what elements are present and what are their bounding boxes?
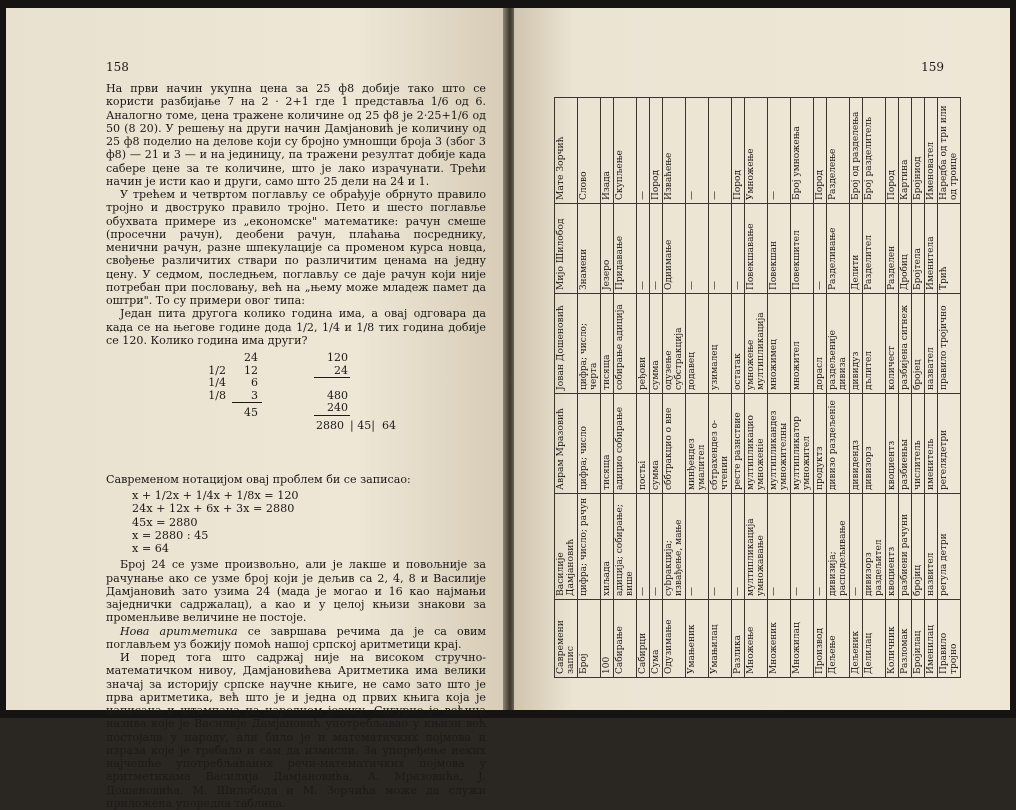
- table-cell: дорасл: [814, 294, 827, 394]
- table-cell: тисяща: [601, 294, 614, 394]
- calc-result: 2880: [316, 419, 344, 432]
- table-cell: —: [732, 494, 745, 600]
- table-row: [745, 98, 768, 678]
- table-row: [614, 98, 637, 678]
- table-cell: Разделен: [886, 204, 899, 294]
- table-cell: сумма: [650, 294, 663, 394]
- comparison-table-wrapper: [554, 98, 959, 678]
- table-cell: остатак: [732, 294, 745, 394]
- table-cell: Именитела: [925, 204, 938, 294]
- table-row: [601, 98, 614, 678]
- table-cell: Делити: [850, 204, 863, 294]
- calc-divisor: | 45|: [350, 419, 375, 432]
- equation: 45x = 2880: [132, 515, 198, 529]
- table-cell: сббтракцио о вне: [663, 394, 686, 494]
- table-cell: —: [650, 204, 663, 294]
- table-cell: регула детри: [938, 494, 961, 600]
- table-cell: дивидендз: [850, 394, 863, 494]
- table-cell: именитель: [925, 394, 938, 494]
- table-cell: —: [650, 494, 663, 600]
- comparison-table: [554, 97, 961, 678]
- table-cell: —: [709, 204, 732, 294]
- table-row: [791, 98, 814, 678]
- calc-sum: 45: [244, 406, 258, 419]
- table-cell: Множеник: [768, 600, 791, 678]
- calc-multiplication: 120 24 480 240: [327, 351, 348, 414]
- table-cell: Изваћење: [663, 98, 686, 204]
- table-row: [850, 98, 863, 678]
- table-cell: хиљада: [601, 494, 614, 600]
- right-page: [514, 8, 1010, 710]
- table-cell: Сабирци: [637, 600, 650, 678]
- table-row: [578, 98, 601, 678]
- table-row: [732, 98, 745, 678]
- table-cell: бројец: [912, 294, 925, 394]
- calc-rule-3: [314, 415, 350, 416]
- table-cell: —: [637, 204, 650, 294]
- table-cell: числитель: [912, 394, 925, 494]
- table-row: [863, 98, 886, 678]
- table-cell: Количник: [886, 600, 899, 678]
- left-page: [6, 8, 506, 810]
- table-header-cell: Савремени запис: [555, 600, 578, 678]
- table-cell: —: [768, 494, 791, 600]
- table-cell: Сума: [650, 600, 663, 678]
- table-cell: дивизорз раздељител: [863, 494, 886, 600]
- table-cell: Бројтела: [912, 204, 925, 294]
- table-cell: Производ: [814, 600, 827, 678]
- table-cell: Повекшан: [768, 204, 791, 294]
- table-cell: суbракција; извађење, мање: [663, 494, 686, 600]
- table-cell: —: [791, 494, 814, 600]
- left-page-text: [106, 82, 486, 810]
- calc-rule-2: [314, 377, 350, 378]
- table-cell: Дељење: [827, 600, 850, 678]
- calc-fractions: 1/2 1/4 1/8: [208, 363, 226, 402]
- table-cell: правило тројично: [938, 294, 961, 394]
- table-cell: —: [709, 98, 732, 204]
- comparison-table-rotated: [554, 98, 959, 678]
- table-cell: Скупљење: [614, 98, 637, 204]
- table-row: [938, 98, 961, 678]
- table-cell: Пород: [732, 98, 745, 204]
- problem-statement: Један пита другога колико година има, а овај одговара да када се на његове године дода 1/2, 1/4 и 1/8 тих година добије се 120. Колико година има други?: [106, 307, 486, 347]
- table-row: [886, 98, 899, 678]
- table-cell: минђендез умалител: [686, 394, 709, 494]
- table-cell: Повекшавање: [745, 204, 768, 294]
- table-body: [578, 98, 961, 678]
- table-cell: цифра; число: [578, 394, 601, 494]
- table-cell: цифра; число; черта: [578, 294, 601, 394]
- table-cell: дивизорз: [863, 394, 886, 494]
- table-cell: Умањеник: [686, 600, 709, 678]
- calc-quotient: 64: [382, 419, 396, 432]
- table-cell: Разделител: [863, 204, 886, 294]
- table-cell: Сабирање: [614, 600, 637, 678]
- table-cell: Слово: [578, 98, 601, 204]
- table-cell: квоциентз: [886, 494, 899, 600]
- table-cell: ресте разнствие: [732, 394, 745, 494]
- table-cell: мултипликатор умножител: [791, 394, 814, 494]
- table-cell: регелядетри: [938, 394, 961, 494]
- table-cell: сумма: [650, 394, 663, 494]
- table-cell: Картина: [899, 98, 912, 204]
- table-row: [925, 98, 938, 678]
- table-cell: продуктз: [814, 394, 827, 494]
- table-cell: адицио собирање: [614, 394, 637, 494]
- table-cell: множител: [791, 294, 814, 394]
- table-cell: Одузимање: [663, 600, 686, 678]
- table-cell: цифра; число; рачун: [578, 494, 601, 600]
- table-cell: Језеро: [601, 204, 614, 294]
- table-row: [709, 98, 732, 678]
- table-cell: —: [732, 204, 745, 294]
- equations: [132, 489, 486, 555]
- table-cell: множимец: [768, 294, 791, 394]
- table-cell: ређови: [637, 294, 650, 394]
- table-cell: Пород: [814, 98, 827, 204]
- table-cell: Разделење: [827, 98, 850, 204]
- table-row: [899, 98, 912, 678]
- table-header-cell: Мате Зорчић: [555, 98, 578, 204]
- table-cell: —: [686, 204, 709, 294]
- table-cell: Именилац: [925, 600, 938, 678]
- table-cell: —: [686, 494, 709, 600]
- table-cell: Делилац: [863, 600, 886, 678]
- table-cell: постьі: [637, 394, 650, 494]
- table-cell: Придавање: [614, 204, 637, 294]
- equation: x + 1/2x + 1/4x + 1/8x = 120: [132, 489, 299, 503]
- table-cell: Број од разделења: [850, 98, 863, 204]
- table-cell: Број: [578, 600, 601, 678]
- table-cell: Бројниод: [912, 98, 925, 204]
- table-row: [637, 98, 650, 678]
- table-cell: назвател: [925, 294, 938, 394]
- table-cell: Трић: [938, 204, 961, 294]
- table-cell: Множилац: [791, 600, 814, 678]
- table-cell: Правило тројно: [938, 600, 961, 678]
- book-title-italic: Нова аритметика: [120, 624, 238, 638]
- table-cell: Повекшител: [791, 204, 814, 294]
- page-number-right: 159: [921, 60, 944, 74]
- table-cell: Одиимање: [663, 204, 686, 294]
- table-cell: квоциентз: [886, 394, 899, 494]
- table-cell: умножење мултипликација: [745, 294, 768, 394]
- table-row: [686, 98, 709, 678]
- table-cell: Бројилац: [912, 600, 925, 678]
- table-cell: Дељеник: [850, 600, 863, 678]
- table-cell: сбтрахендез о-чтении: [709, 394, 732, 494]
- table-row: [827, 98, 850, 678]
- table-cell: Разломак: [899, 600, 912, 678]
- table-header-row: [555, 98, 578, 678]
- table-cell: Разделивање: [827, 204, 850, 294]
- table-cell: дивидуз: [850, 294, 863, 394]
- table-cell: бројиц: [912, 494, 925, 600]
- table-cell: количест: [886, 294, 899, 394]
- table-cell: —: [850, 494, 863, 600]
- paragraph-5: И поред тога што садржај није на високом стручно-математичком нивоу, Дамјановићева Аритметика има велики значај за историју српске научне књиге, не само зато што је прва аритметика, већ што је и једна од првих књига која је написана и штампана на народном језику. Сигурно је већина назива које је Василије Дамјановић употребљавао у књизи већ постојала у народу, али било је и математичких појмова и израза које је требало и сам да измисли. За упоређење неких најчешће употребљаваних речи-математичких појмова у аритметикама Василија Дамјановића, А. Мразовића, Ј. Дошеновића, М. Шилобода и М. Зорчића може да служи приложена упоредна таблица.: [106, 651, 486, 810]
- table-cell: Умањилац: [709, 600, 732, 678]
- table-cell: Разлика: [732, 600, 745, 678]
- table-cell: раздељеније дивиза: [827, 294, 850, 394]
- table-cell: Знамени: [578, 204, 601, 294]
- page-number-left: 158: [106, 60, 129, 74]
- table-row: [814, 98, 827, 678]
- paragraph-2: У трећем и четвртом поглављу се обрађује обрнуто правило тројно и двоструко правило тројно. Пето и шесто поглавље обухвата примере из „економске" математике: рачун смеше (просечни рачун), деобени рачун, плаћања посреднику, менични рачун, разне шпекулације са променом курса новца, свођење различитих ствари по различитим ценама на једну цену. У седмом, последњем, поглављу се даје рачун који није потребан при пословању, већ на „њему може младеж памет да оштри". То су примери овог типа:: [106, 188, 486, 307]
- equation: x = 64: [132, 542, 170, 556]
- paragraph-4: Нова аритметика се завршава речима да је са овим поглављем уз божију помоћ нашој српској аритметици крај.: [106, 624, 486, 651]
- table-cell: разбиени рачуни: [899, 494, 912, 600]
- table-cell: дълител: [863, 294, 886, 394]
- table-cell: —: [814, 494, 827, 600]
- table-cell: Пород: [886, 98, 899, 204]
- table-header-cell: Јован Дошеновић: [555, 294, 578, 394]
- paragraph-1: На први начин укупна цена за 25 ф8 добије тако што се користи разбијање 7 на 2 · 2+1 где 1 представља 1/6 од 6. Аналогно томе, цена тражене количине од 25 ф8 је 2·25+1/6 од 50 (8 20). У решењу на други начин Дамјановић је количину од 25 ф8 поделио на делове који су бројно умношци броја 3 (због 3 ф8) — 21 и 3 — и на јединицу, па тражени резултат добије када сабере цене за те количине, што је лако израчунати. Трећи начин је исти као и други, само што 25 дели на 24 и 1.: [106, 82, 486, 188]
- table-cell: —: [709, 494, 732, 600]
- table-row: [663, 98, 686, 678]
- table-cell: Број разделитель: [863, 98, 886, 204]
- table-cell: одузење субстракција: [663, 294, 686, 394]
- table-cell: адиција; собирање; више: [614, 494, 637, 600]
- table-header-cell: Василије Дамјановић: [555, 494, 578, 600]
- table-cell: Број умножења: [791, 98, 814, 204]
- table-cell: Поpод: [650, 98, 663, 204]
- table-header-cell: Мијо Шилобод: [555, 204, 578, 294]
- table-cell: Дробиц: [899, 204, 912, 294]
- table-cell: —: [768, 98, 791, 204]
- table-cell: назвител: [925, 494, 938, 600]
- arithmetic-calculation: [106, 349, 486, 469]
- calc-parts: 24 12 6 3: [244, 351, 258, 402]
- table-cell: дивизо раздељеніе: [827, 394, 850, 494]
- table-cell: 100: [601, 600, 614, 678]
- table-cell: —: [686, 98, 709, 204]
- table-cell: тисяща: [601, 394, 614, 494]
- table-cell: Наредба од три или од троице: [938, 98, 961, 204]
- table-cell: Изада: [601, 98, 614, 204]
- table-cell: мултипликандез умножителны: [768, 394, 791, 494]
- table-cell: узималец: [709, 294, 732, 394]
- table-cell: дивизија; расподељивање: [827, 494, 850, 600]
- table-cell: мултипликацио умноженіе: [745, 394, 768, 494]
- table-cell: —: [814, 204, 827, 294]
- table-cell: додавец: [686, 294, 709, 394]
- table-row: [768, 98, 791, 678]
- paragraph-3: Број 24 се узме произвољно, али је лакше и повољније за рачунање ако се узме број који је дељив са 2, 4, 8 и Василије Дамјановић зато узима 24 (мада је могао и 16 као најмањи заједнички садржалац), а као и у целој књизи знакови за променљиве величине не постоје.: [106, 558, 486, 625]
- table-cell: Множење: [745, 600, 768, 678]
- table-cell: разбијена сигнеж: [899, 294, 912, 394]
- table-header-cell: Аврам Мразовић: [555, 394, 578, 494]
- calc-rule: [232, 402, 262, 403]
- equation: 24x + 12x + 6x + 3x = 2880: [132, 502, 295, 516]
- table-row: [650, 98, 663, 678]
- table-cell: —: [637, 494, 650, 600]
- table-cell: мултипликација умножавање: [745, 494, 768, 600]
- table-cell: разбиеньы: [899, 394, 912, 494]
- modern-notation-intro: Савременом нотацијом овај проблем би се записао:: [106, 473, 411, 486]
- table-row: [912, 98, 925, 678]
- table-cell: —: [637, 98, 650, 204]
- table-cell: Именовател: [925, 98, 938, 204]
- equation: x = 2880 : 45: [132, 528, 209, 542]
- table-cell: собирање адиција: [614, 294, 637, 394]
- table-cell: Умножење: [745, 98, 768, 204]
